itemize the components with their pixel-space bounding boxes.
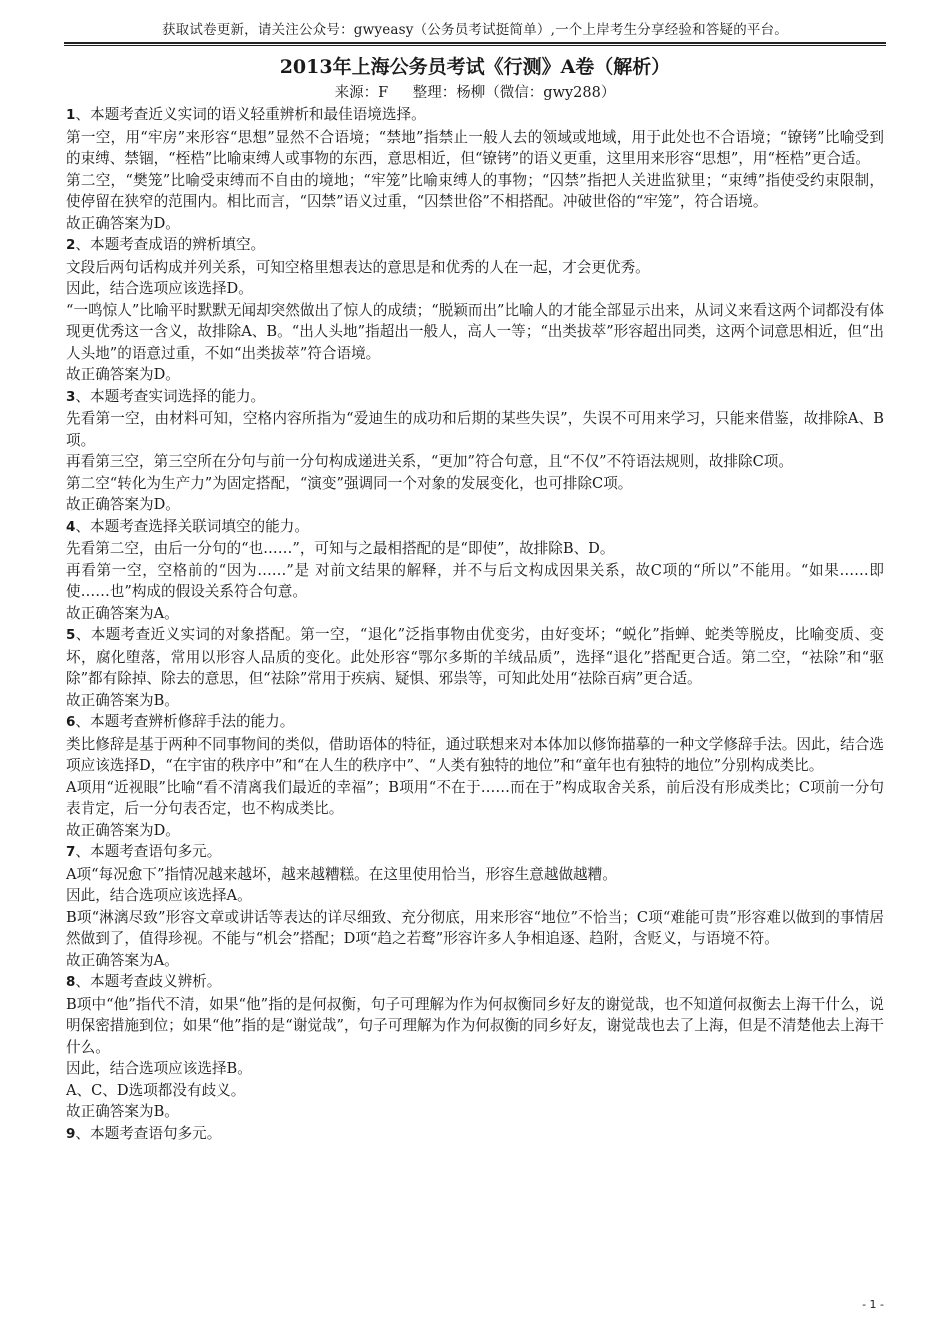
explanation-paragraph: 故正确答案为D。 [66,214,180,232]
question-heading [66,104,884,127]
question-heading-text: 、本题考查语句多元。 [75,1124,222,1142]
explanation-paragraph: 故正确答案为A。 [66,951,179,969]
explanation-paragraph: 故正确答案为B。 [66,691,179,709]
explanation-paragraph: 文段后两句话构成并列关系，可知空格里想表达的意思是和优秀的人在一起，才会更优秀。 [66,258,650,276]
header-divider [64,42,886,46]
question-heading-text: 、本题考查辨析修辞手法的能力。 [75,713,295,730]
header-note: 获取试卷更新，请关注公众号：gwyeasy（公务员考试挺简单）,一个上岸考生分享经验和答疑的平台。 [161,22,788,38]
question-heading [66,1123,884,1146]
question-number: 7 [66,844,76,860]
answer-explanations [66,104,884,1145]
question-number: 3 [66,388,76,405]
question-number: 6 [66,714,76,730]
page-number: - 1 - [862,1298,884,1311]
question-heading-text: 、本题考查选择关联词填空的能力。 [75,517,309,535]
question-heading-text: 、本题考查歧义辨析。 [75,973,222,990]
question-heading [66,234,884,257]
explanation-paragraph: 故正确答案为A。 [66,604,179,622]
explanation-paragraph: 再看第三空，第三空所在分句与前一分句构成递进关系，“更加”符合句意，且“不仅”不符语法规则，故排除C项。 [66,453,793,470]
question-heading-text: 、本题考查近义实词的对象搭配。第一空，“退化”泛指事物由优变劣，由好变坏；“蜕化”指蝉、蛇类等脱皮，比喻变质、变坏，腐化堕落，常用以形容人品质的变化。此处形容“鄂尔多斯的羊绒品质”，选择“退化”搭配更合适。第二空，“祛除”和“驱除”都有除掉、除去的意思，但“祛除”常用于疾病、疑惧、邪祟等，可知此处用“祛除百病”更合适。 [66,626,884,687]
explanation-paragraph: B项中“他”指代不清，如果“他”指的是何叔衡，句子可理解为作为何叔衡同乡好友的谢觉哉，也不知道何叔衡去上海干什么，说明保密措施到位；如果“他”指的是“谢觉哉”，句子可理解为作为何叔衡的同乡好友，谢觉哉也去了上海，但是不清楚他去上海干什么。 [66,995,884,1056]
explanation-paragraph: 第一空，用“牢房”来形容“思想”显然不合语境；“禁地”指禁止一般人去的领域或地域，用于此处也不合语境；“镣铐”比喻受到的束缚、禁锢，“桎梏”比喻束缚人或事物的东西，意思相近，但“镣铐”的语义更重，这里用来形容“思想”，用“桎梏”更合适。 [66,128,884,167]
question-heading [66,516,884,539]
question-number: 2 [66,237,76,253]
explanation-paragraph: 因此，结合选项应该选择B。 [66,1060,252,1077]
explanation-paragraph: 故正确答案为D。 [66,821,180,839]
question-heading-text: 、本题考查实词选择的能力。 [75,387,266,405]
explanation-paragraph: 因此，结合选项应该选择A。 [66,887,252,904]
question-heading-text: 、本题考查近义实词的语义轻重辨析和最佳语境选择。 [75,106,426,123]
explanation-paragraph: 因此，结合选项应该选择D。 [66,280,253,297]
explanation-paragraph: 类比修辞是基于两种不同事物间的类似，借助语体的特征，通过联想来对本体加以修饰描摹的一种文学修辞手法。因此，结合选项应该选择D，“在宇宙的秩序中”和“在人生的秩序中”、“人类有独特的地位”和“童年也有独特的地位”分别构成类比。 [66,735,884,774]
explanation-paragraph: 先看第一空，由材料可知，空格内容所指为“爱迪生的成功和后期的某些失误”，失误不可用来学习，只能来借鉴，故排除A、B项。 [66,410,884,449]
question-heading [66,711,884,734]
explanation-paragraph: 第二空，“樊笼”比喻受束缚而不自由的境地；“牢笼”比喻束缚人的事物；“囚禁”指把人关进监狱里；“束缚”指使受约束限制，使停留在狭窄的范围内。相比而言，“囚禁”语义过重，“囚禁世俗”不相搭配。冲破世俗的“牢笼”，符合语境。 [66,171,884,210]
source-line [0,81,950,102]
explanation-paragraph: 第二空“转化为生产力”为固定搭配，“演变”强调同一个对象的发展变化，也可排除C项。 [66,474,633,492]
question-heading-text: 、本题考查成语的辨析填空。 [75,236,266,253]
question-heading [66,841,884,864]
explanation-paragraph: “一鸣惊人”比喻平时默默无闻却突然做出了惊人的成绩；“脱颖而出”比喻人的才能全部显示出来，从词义来看这两个词都没有体现更优秀这一含义，故排除A、B。“出人头地”指超出一般人，高人一等；“出类拔萃”形容超出同类，这两个词意思相近，但“出人头地”的语意过重，不如“出类拔萃”符合语境。 [66,301,884,362]
explanation-paragraph: 故正确答案为B。 [66,1103,179,1120]
explanation-paragraph: 先看第二空，由后一分句的“也……”，可知与之最相搭配的是“即使”，故排除B、D。 [66,540,615,557]
question-number: 8 [66,974,76,990]
question-heading-text: 、本题考查语句多元。 [75,843,222,860]
question-number: 1 [66,107,76,123]
question-number: 4 [66,518,76,535]
page-title: 2013年上海公务员考试《行测》A卷（解析） [279,56,671,78]
question-heading [66,386,884,409]
source-label: 来源：F [334,85,389,101]
explanation-paragraph: 故正确答案为D。 [66,496,180,513]
question-number: 9 [66,1125,76,1142]
explanation-paragraph: 故正确答案为D。 [66,366,180,383]
explanation-paragraph: B项“淋漓尽致”形容文章或讲话等表达的详尽细致、充分彻底，用来形容“地位”不恰当；C项“难能可贵”形容难以做到的事情居然做到了，值得珍视。不能与“机会”搭配；D项“趋之若鹜”形容许多人争相追逐、趋附，含贬义，与语境不符。 [66,908,884,947]
compiler-label: 整理：杨柳（微信：gwy288） [412,85,616,101]
explanation-paragraph: 再看第一空，空格前的“因为……”是 对前文结果的解释，并不与后文构成因果关系，故C项的“所以”不能用。“如果……即使……也”构成的假设关系符合句意。 [66,561,884,600]
question-number: 5 [66,627,76,643]
question-heading [66,624,884,690]
explanation-paragraph: A项“每况愈下”指情况越来越坏，越来越糟糕。在这里使用恰当，形容生意越做越糟。 [66,865,617,883]
explanation-paragraph: A、C、D选项都没有歧义。 [66,1081,246,1099]
question-heading [66,971,884,994]
explanation-paragraph: A项用“近视眼”比喻“看不清离我们最近的幸福”；B项用“不在于……而在于”构成取舍关系，前后没有形成类比；C项前一分句表肯定，后一分句表否定，也不构成类比。 [66,778,884,817]
